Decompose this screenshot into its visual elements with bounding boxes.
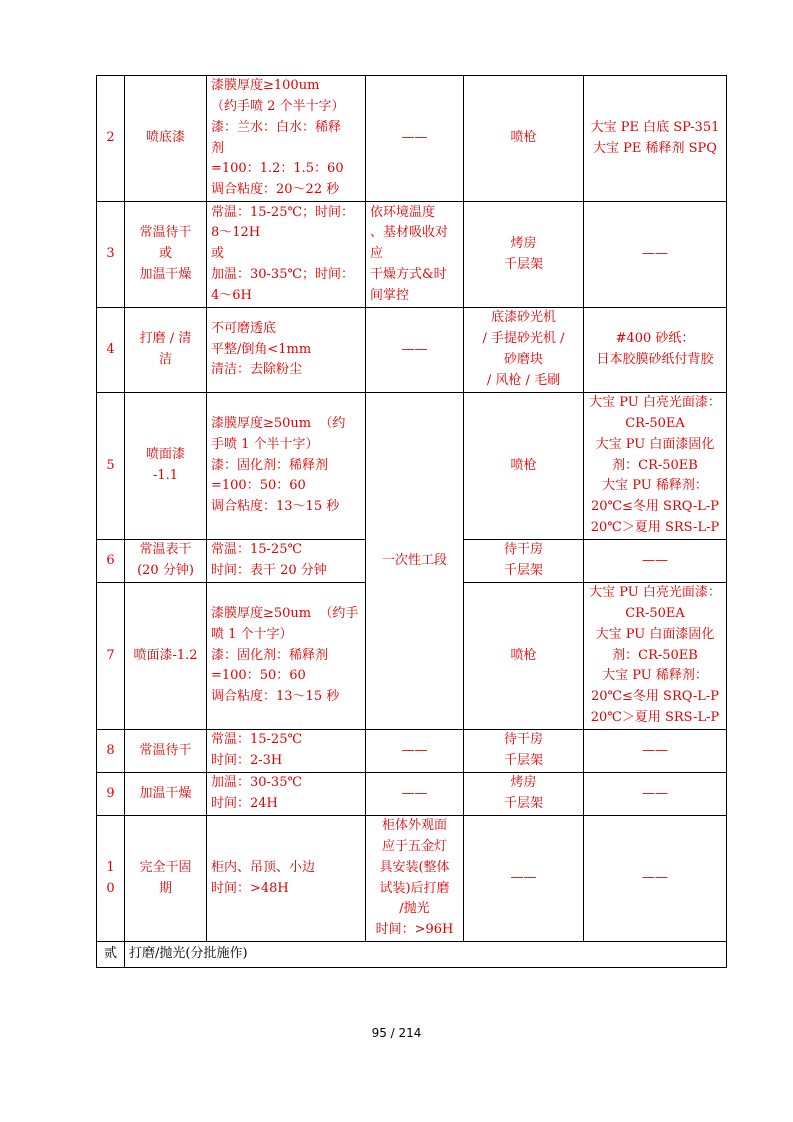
- materials: [584, 583, 727, 730]
- table-row: [97, 76, 727, 202]
- cell-line: 应: [370, 246, 384, 262]
- cell-line: 剂：CR-50EB: [612, 647, 698, 663]
- section-number: 贰: [97, 942, 125, 968]
- cell-line: 日本胶膜砂纸付背胶: [596, 352, 714, 367]
- cell-line: 漆：固化剂：稀释剂: [211, 457, 329, 473]
- table-row: [97, 773, 727, 816]
- cell-line: 漆膜厚度≥50um （约: [211, 416, 346, 431]
- row-number: 8: [97, 730, 125, 773]
- cell-line: 完全干固: [139, 859, 192, 875]
- page-number: 95 / 214: [371, 1026, 422, 1040]
- cell-line: =100：50：60: [211, 478, 306, 494]
- materials: [584, 76, 727, 202]
- cell-line: /抛光: [399, 901, 430, 917]
- cell-line: 底漆砂光机: [490, 310, 556, 326]
- materials: ——: [584, 202, 727, 308]
- cell-line: 1: [106, 859, 115, 875]
- step-name: [125, 76, 207, 202]
- cell-line: 漆膜厚度≥50um （约手: [211, 606, 359, 621]
- cell-line: 大宝 PU 白亮光面漆：: [589, 585, 721, 601]
- tools: [464, 308, 584, 393]
- cell-line: 或: [211, 246, 225, 262]
- table-row: [97, 202, 727, 308]
- row-number: [97, 816, 125, 942]
- notes: ——: [366, 730, 464, 773]
- cell-line: 加温干燥: [139, 266, 192, 282]
- requirements: [207, 816, 366, 942]
- cell-line: 间掌控: [370, 287, 410, 303]
- cell-line: 大宝 PE 白底 SP-351: [590, 119, 720, 135]
- cell-line: 剂：CR-50EB: [612, 457, 698, 473]
- tools: [464, 773, 584, 816]
- cell-line: 大宝 PU 白面漆固化: [595, 626, 715, 642]
- cell-line: -1.1: [152, 468, 179, 483]
- materials: ——: [584, 773, 727, 816]
- requirements: [207, 76, 366, 202]
- cell-line: 不可磨透底: [211, 320, 277, 336]
- cell-line: 洁: [158, 352, 172, 367]
- cell-line: 具安装(整体: [379, 859, 450, 875]
- cell-line: 调合粘度：20～22 秒: [211, 182, 340, 198]
- cell-line: 大宝 PU 稀释剂：: [602, 668, 708, 684]
- cell-line: 千层架: [503, 563, 543, 578]
- cell-line: 大宝 PU 稀释剂：: [602, 478, 708, 494]
- row-number: 2: [97, 76, 125, 202]
- materials: ——: [584, 730, 727, 773]
- materials: [584, 393, 727, 540]
- cell-line: 柜体外观面: [381, 818, 447, 834]
- cell-line: 试装)后打磨: [379, 880, 450, 896]
- row-number: 5: [97, 393, 125, 540]
- cell-line: #400 砂纸：: [615, 331, 695, 347]
- step-name: [125, 308, 207, 393]
- tools: 喷枪: [464, 393, 584, 540]
- cell-line: 漆：固化剂：稀释剂: [211, 647, 329, 663]
- requirements: [207, 583, 366, 730]
- step-name: 加温干燥: [125, 773, 207, 816]
- notes: [366, 202, 464, 308]
- step-name: [125, 540, 207, 583]
- cell-line: 时间：2-3H: [211, 753, 283, 768]
- cell-line: 时间：>48H: [211, 880, 289, 896]
- cell-line: 加温：30-35℃；时间：: [211, 266, 355, 282]
- step-name: [125, 202, 207, 308]
- notes: [366, 816, 464, 942]
- cell-line: 20℃≤冬用 SRQ-L-P: [590, 499, 720, 515]
- materials: [584, 308, 727, 393]
- requirements: [207, 730, 366, 773]
- cell-line: 依环境温度: [370, 204, 436, 220]
- tools: 喷枪: [464, 583, 584, 730]
- cell-line: 剂: [211, 140, 225, 156]
- cell-line: 千层架: [503, 753, 543, 768]
- cell-line: 手喷 1 个半十字）: [211, 436, 319, 452]
- table-row: [97, 816, 727, 942]
- cell-line: 清洁：去除粉尘: [211, 362, 303, 378]
- cell-line: 20℃＞夏用 SRS-L-P: [590, 709, 720, 725]
- cell-line: 柜内、吊顶、小边: [211, 859, 316, 875]
- cell-line: 4～6H: [211, 287, 252, 303]
- cell-line: 千层架: [503, 796, 543, 811]
- notes: ——: [366, 308, 464, 393]
- table-row: [97, 308, 727, 393]
- step-name: 常温待干: [125, 730, 207, 773]
- cell-line: 待干房: [503, 732, 543, 748]
- cell-line: 8～12H: [211, 225, 261, 241]
- cell-line: 大宝 PU 白面漆固化: [595, 436, 715, 452]
- cell-line: 常温：15-25℃；时间：: [211, 204, 355, 220]
- table-row: [97, 730, 727, 773]
- cell-line: =100：1.2：1.5：60: [211, 161, 344, 177]
- tools: 喷枪: [464, 76, 584, 202]
- cell-line: 平整/倒角<1mm: [211, 341, 312, 357]
- notes: ——: [366, 773, 464, 816]
- cell-line: 干燥方式&时: [370, 266, 447, 282]
- cell-line: 常温表干: [139, 542, 192, 558]
- cell-line: / 手提砂光机 /: [482, 331, 565, 347]
- cell-line: 时间：>96H: [375, 922, 454, 938]
- cell-line: 或: [158, 246, 172, 262]
- table-row: [97, 393, 727, 540]
- requirements: [207, 540, 366, 583]
- cell-line: 应于五金灯: [381, 838, 447, 854]
- step-name: 喷面漆-1.2: [125, 583, 207, 730]
- cell-line: 烤房: [510, 775, 537, 791]
- requirements: [207, 393, 366, 540]
- row-number: 7: [97, 583, 125, 730]
- cell-line: 20℃＞夏用 SRS-L-P: [590, 519, 720, 535]
- tools: [464, 540, 584, 583]
- cell-line: CR-50EA: [625, 416, 685, 431]
- cell-line: =100：50：60: [211, 668, 306, 684]
- requirements: [207, 308, 366, 393]
- cell-line: 待干房: [503, 542, 543, 558]
- cell-line: 漆膜厚度≥100um: [211, 78, 320, 94]
- cell-line: (20 分钟): [137, 563, 194, 578]
- notes: ——: [366, 76, 464, 202]
- cell-line: 20℃≤冬用 SRQ-L-P: [590, 689, 720, 705]
- cell-line: 时间：表干 20 分钟: [211, 563, 327, 578]
- cell-line: 烤房: [510, 235, 537, 251]
- cell-line: 、基材吸收对: [370, 225, 449, 241]
- cell-line: 调合粘度：13～15 秒: [211, 689, 340, 705]
- cell-line: 大宝 PE 稀释剂 SPQ: [593, 140, 717, 156]
- row-number: 4: [97, 308, 125, 393]
- cell-line: 喷面漆: [145, 447, 185, 463]
- cell-line: 常温待干: [139, 225, 192, 241]
- tools: ——: [464, 816, 584, 942]
- cell-line: 漆：兰水：白水：稀释: [211, 119, 342, 135]
- tools: [464, 730, 584, 773]
- notes-merged: 一次性工段: [366, 393, 464, 730]
- materials: ——: [584, 816, 727, 942]
- cell-line: 常温：15-25℃: [211, 732, 303, 748]
- cell-line: / 风枪 / 毛刷: [486, 372, 561, 388]
- cell-line: 大宝 PU 白亮光面漆：: [589, 395, 721, 411]
- section-title: 打磨/抛光(分批施作): [125, 942, 727, 968]
- process-table: [96, 75, 727, 968]
- requirements: [207, 202, 366, 308]
- requirements: [207, 773, 366, 816]
- cell-line: 砂磨块: [503, 352, 543, 367]
- cell-line: 加温：30-35℃: [211, 775, 303, 791]
- row-number: 9: [97, 773, 125, 816]
- cell-line: 调合粘度：13～15 秒: [211, 499, 340, 515]
- row-number: 3: [97, 202, 125, 308]
- cell-line: 打磨 / 清: [139, 331, 192, 347]
- cell-line: CR-50EA: [625, 606, 685, 621]
- cell-line: 0: [106, 880, 115, 896]
- cell-line: 喷底漆: [145, 130, 185, 146]
- tools: [464, 202, 584, 308]
- materials: ——: [584, 540, 727, 583]
- cell-line: 千层架: [503, 256, 543, 272]
- cell-line: 喷 1 个十字）: [211, 626, 293, 642]
- cell-line: 期: [158, 880, 172, 896]
- table-row: [97, 942, 727, 968]
- cell-line: （约手喷 2 个半十字）: [211, 98, 345, 114]
- cell-line: 常温：15-25℃: [211, 542, 303, 558]
- step-name: [125, 816, 207, 942]
- row-number: 6: [97, 540, 125, 583]
- cell-line: 时间：24H: [211, 796, 278, 811]
- step-name: [125, 393, 207, 540]
